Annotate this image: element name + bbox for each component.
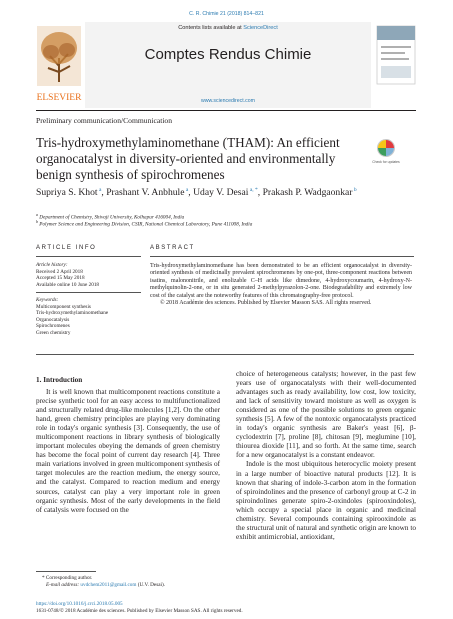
crossmark-label: Check for updates xyxy=(372,160,400,164)
tree-crown-right xyxy=(59,43,75,57)
author-name: Supriya S. Khot xyxy=(36,187,98,199)
affiliation-text: Polymer Science and Engineering Division, CSIR, National Chemical Laboratory, Pune 411008, India xyxy=(38,221,253,228)
contents-line xyxy=(85,25,371,31)
footnote-rule xyxy=(36,571,96,572)
author-name: , Uday V. Desai xyxy=(188,187,249,199)
abstract-heading: ABSTRACT xyxy=(150,245,195,251)
crossmark-yellow xyxy=(378,140,386,148)
journal-cover-thumbnail xyxy=(375,22,417,106)
crossmark-red xyxy=(386,140,394,148)
affiliation-mark: b xyxy=(36,219,38,224)
body-column-right xyxy=(236,370,416,542)
keywords xyxy=(36,297,141,337)
history-label: Article history: xyxy=(36,262,68,268)
cover-image xyxy=(381,66,411,78)
elsevier-wordmark: ELSEVIER xyxy=(36,93,82,103)
body-paragraph: Indole is the most ubiquitous heterocyclic moiety present in a large number of bioactive natural products [12]. It is known that sharing of indole-3-carbon atom in the formation of spiroindolines and the presence of carbonyl group at C-2 in spiroindolines generate spiro-2-oxindoles (spirooxindoles), which occupy a special place in organic and medicinal chemistry. Several compounds containing spirooxindole as the structural unit of natural and synthetic origin are known to exhibit antimicrobial, antioxidant, xyxy=(236,460,416,541)
keywords-label: Keywords: xyxy=(36,297,59,303)
abstract-copyright: © 2018 Académie des sciences. Published by Elsevier Masson SAS. All rights reserved. xyxy=(160,300,372,307)
author-list xyxy=(36,184,406,200)
affiliation xyxy=(36,219,252,228)
crossmark-green xyxy=(378,148,386,156)
front-matter-rule xyxy=(36,354,414,355)
author-affiliation-mark[interactable]: a xyxy=(184,187,189,193)
masthead-rule xyxy=(36,110,416,111)
keyword: Organocatalysis xyxy=(36,316,70,323)
journal-name: Comptes Rendus Chimie xyxy=(144,46,312,63)
footer-copyright: 1631-0748/© 2018 Académie des sciences. Published by Elsevier Masson SAS. All rights reserved. xyxy=(36,608,243,614)
affiliation-mark: a xyxy=(36,212,38,217)
cover-line xyxy=(381,52,405,54)
cover-line xyxy=(381,58,409,60)
keyword: Multicomponent synthesis xyxy=(36,303,91,310)
affiliation-text: Department of Chemistry, Shivaji University, Kolhapur 416004, India xyxy=(38,214,185,221)
history-online: Available online 10 June 2018 xyxy=(36,281,100,288)
abstract-rule xyxy=(150,256,414,257)
keyword: Tris-hydroxymethylaminomethane xyxy=(36,310,109,317)
email-link[interactable]: uvdchem2011@gmail.com xyxy=(80,581,137,588)
author-affiliation-mark[interactable]: a xyxy=(97,187,102,193)
doi-link[interactable]: https://doi.org/10.1016/j.crci.2018.05.005 xyxy=(36,601,123,607)
body-paragraph: choice of heterogeneous catalysts; however, in the past few years use of organocatalysts with their well-documented advantages such as ready availability, low cost, low toxicity, and lack of sensitivity toward moisture as well as oxygen is considered as one of the possible solutions to green organic synthesis [5]. A few of the nontoxic organocatalysts practiced in today's organic synthesis are Baker's yeast [6], β-cyclodextrin [7], proline [8], chitosan [9], meglumine [10], thiourea dioxide [11], and so forth. At the same time, search for a new organocatalyst is a constant endeavor. xyxy=(236,370,416,460)
author-affiliation-mark[interactable]: a, * xyxy=(248,187,258,193)
cover-line xyxy=(381,46,411,48)
body-paragraph: It is well known that multicomponent reactions constitute a precise synthetic tool for an easy access to multifunctionalized and structurally related drug-like molecules [1,2]. On the other hand, green chemistry principles are playing very dominating role in today's organic synthesis [3]. Consequently, the use of multicomponent reactions in library synthesis of biologically important molecules obeying the demands of green chemistry has become the focal point of current day research [4]. Three main variations involved in green multicomponent synthesis of target molecules are the reaction medium, the energy source, and the catalyst. Compared to reaction medium and energy sources, catalyst can play a very important role in green organic synthesis. Most of the early developments in the field of catalysis were focused on the xyxy=(36,388,220,514)
article-history xyxy=(36,262,141,288)
history-accepted: Accepted 15 May 2018 xyxy=(36,275,85,282)
email-suffix: (U.V. Desai). xyxy=(136,581,165,588)
history-received: Received 2 April 2018 xyxy=(36,268,83,275)
body-column-left xyxy=(36,388,220,515)
author-name: , Prakash P. Wadgaonkar xyxy=(257,187,353,199)
crossmark-blue xyxy=(386,148,394,156)
crossmark-icon[interactable] xyxy=(374,138,398,166)
elsevier-logo xyxy=(36,22,82,106)
article-type: Preliminary communication/Communication xyxy=(36,116,173,125)
author-affiliation-mark[interactable]: b xyxy=(352,187,357,193)
journal-reference: C. R. Chimie 21 (2018) 814–821 xyxy=(189,11,264,17)
footnote xyxy=(36,575,220,588)
section-heading: 1. Introduction xyxy=(36,376,83,384)
abstract-body xyxy=(150,263,412,308)
history-rule xyxy=(36,292,141,293)
article-info-rule xyxy=(36,256,141,257)
article-title: Tris-hydroxymethylaminomethane (THAM): An efficient organocatalyst in diversity-oriented and environmentally benign synthesis of spirochromenes xyxy=(36,135,340,182)
sciencedirect-link[interactable]: ScienceDirect xyxy=(243,25,278,31)
abstract-text: Tris-hydroxymethylaminomethane has been demonstrated to be an efficient organocatalyst in diversity-oriented synthesis of medicinally prevalent spirochromenes by one-pot, three-component reactions between isatins, malononitrile, and enolizable C–H acids like dimedone, 4-hydroxycoumarin, 4-hydroxy-N-methylquinolin-2-one, or in situ generated 2-methylpyrazolon-2-one. Biodegradability and extremely low cost of the catalyst are the noteworthy features of this chromatography-free protocol. xyxy=(150,263,412,299)
keyword: Green chemistry xyxy=(36,329,71,336)
tree-crown-left xyxy=(43,45,59,59)
corresponding-note: * Corresponding author. xyxy=(42,575,93,581)
keyword: Spirochromenes xyxy=(36,323,70,330)
cover-band xyxy=(377,26,415,40)
journal-url[interactable]: www.sciencedirect.com xyxy=(201,98,255,104)
masthead-box xyxy=(85,22,371,108)
contents-prefix: Contents lists available at xyxy=(178,25,244,31)
email-label: E-mail address: xyxy=(46,581,81,588)
article-info-heading: ARTICLE INFO xyxy=(36,245,97,251)
author-name: , Prashant V. Anbhule xyxy=(101,187,185,199)
